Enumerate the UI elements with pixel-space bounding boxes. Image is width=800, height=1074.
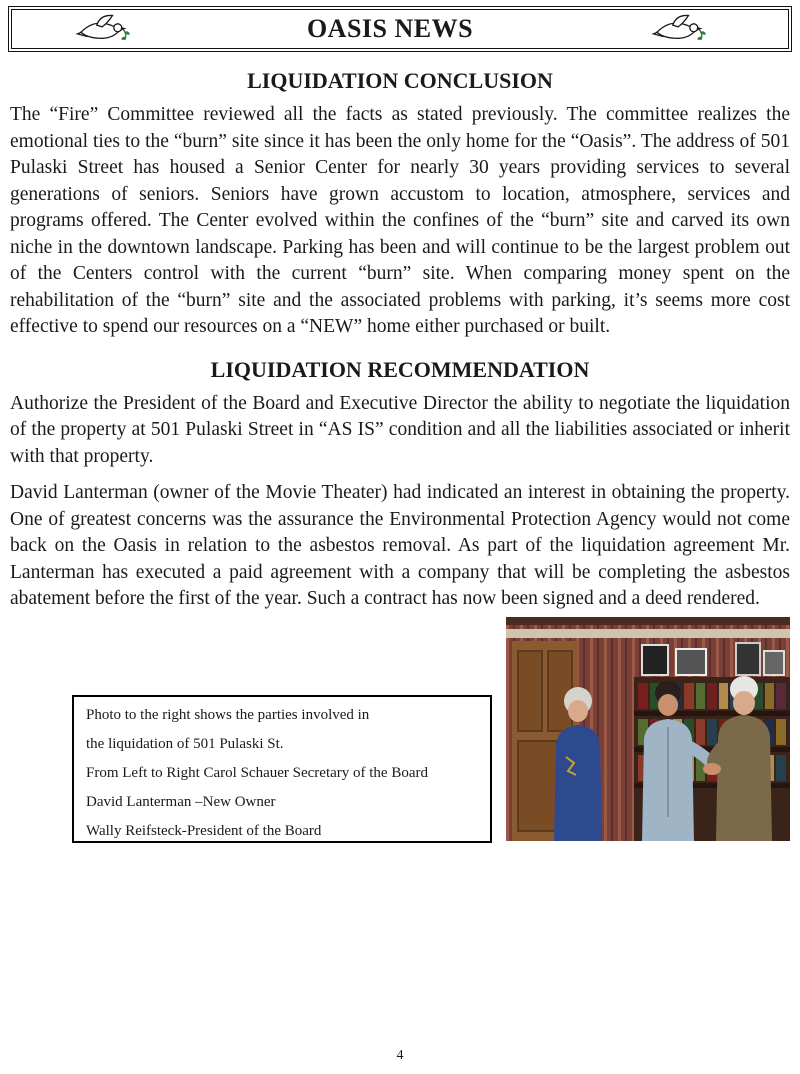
section-title-liquidation-recommendation: LIQUIDATION RECOMMENDATION <box>210 356 590 382</box>
dove-olive-branch-icon <box>650 11 706 48</box>
liquidation-handshake-photo <box>506 617 790 841</box>
masthead <box>8 6 792 52</box>
recommendation-paragraph-1: Authorize the President of the Board and Executive Director the ability to negotiate the liquidation of the property at 501 Pulaski Street in “AS IS” condition and all the liabilities associated or inherit with that property. <box>10 392 790 467</box>
dove-olive-branch-icon <box>74 11 130 48</box>
conclusion-paragraph: The “Fire” Committee reviewed all the facts as stated previously. The committee realizes the emotional ties to the “burn” site since it has been the only home for the “Oasis”. The address of 501 Pulaski Street has housed a Senior Center for nearly 30 years providing services to several generations of seniors. Seniors have grown accustom to location, atmosphere, services and programs offered. The Center evolved within the confines of the “burn” site and carved its own niche in the downtown landscape. Parking has been and will continue to be the largest problem out of the Centers control with the current “burn” site. When comparing money spent on the rehabilitation of the “burn” site and the associated problems with parking, it’s seems more cost effective to spend our resources on a “NEW” home either purchased or built. <box>10 104 790 337</box>
caption-line: Wally Reifsteck-President of the Board <box>86 822 322 839</box>
section-title-liquidation-conclusion: LIQUIDATION CONCLUSION <box>247 68 553 93</box>
caption-line: the liquidation of 501 Pulaski St. <box>86 735 284 752</box>
caption-line: From Left to Right Carol Schauer Secretary of the Board <box>86 764 428 781</box>
photo-caption-box <box>72 695 492 843</box>
newsletter-body <box>0 68 800 847</box>
newsletter-title: OASIS NEWS <box>306 14 474 43</box>
caption-line: David Lanterman –New Owner <box>86 793 276 810</box>
photo-section <box>10 617 790 847</box>
page-number: 4 <box>396 1048 404 1063</box>
recommendation-paragraph-2: David Lanterman (owner of the Movie Theater) had indicated an interest in obtaining the property. One of greatest concerns was the assurance the Environmental Protection Agency would not come back on the Oasis in relation to the asbestos removal. As part of the liquidation agreement Mr. Lanterman has executed a paid agreement with a company that will be completing the asbestos abatement before the first of the year. Such a contract has now been signed and a deed rendered. <box>10 482 790 609</box>
caption-line: Photo to the right shows the parties involved in <box>86 706 370 723</box>
